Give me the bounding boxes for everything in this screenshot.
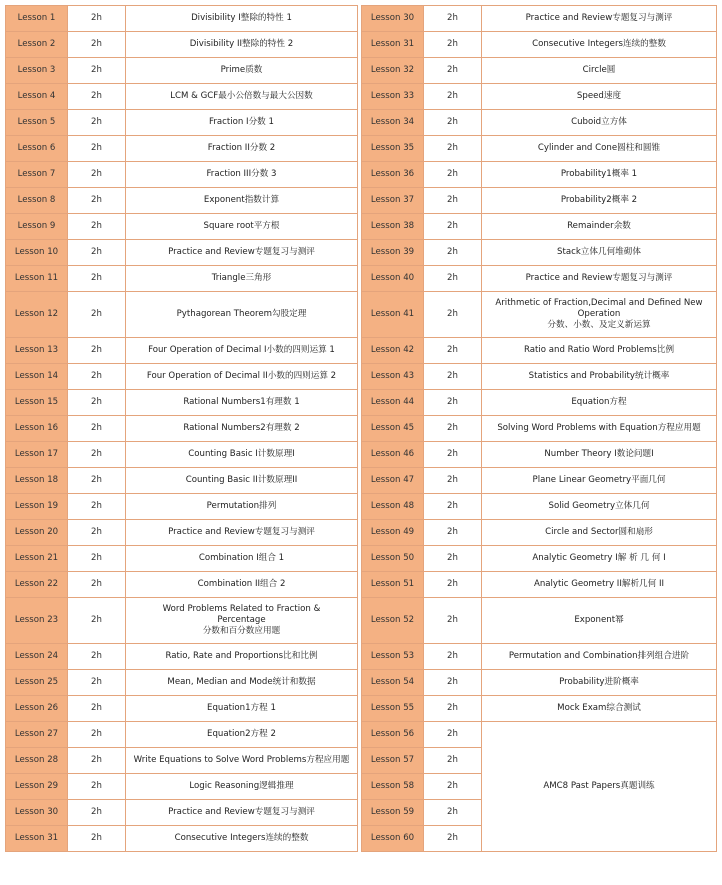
hours-cell: 2h [424, 572, 482, 598]
hours-cell: 2h [424, 364, 482, 390]
hours-cell: 2h [424, 58, 482, 84]
hours-cell: 2h [68, 240, 126, 266]
hours-cell: 2h [68, 722, 126, 748]
table-row [6, 58, 717, 84]
hours-cell: 2h [424, 214, 482, 240]
lesson-number-cell: Lesson 30 [362, 6, 424, 32]
topic-cell: Practice and Review专题复习与测评 [126, 800, 358, 826]
lesson-number-cell: Lesson 60 [362, 826, 424, 852]
hours-cell: 2h [424, 696, 482, 722]
table-row [6, 32, 717, 58]
lesson-number-cell: Lesson 19 [6, 494, 68, 520]
topic-cell: Mean, Median and Mode统计和数据 [126, 670, 358, 696]
lesson-number-cell: Lesson 49 [362, 520, 424, 546]
lesson-number-cell: Lesson 44 [362, 390, 424, 416]
lesson-number-cell: Lesson 54 [362, 670, 424, 696]
lesson-number-cell: Lesson 5 [6, 110, 68, 136]
hours-cell: 2h [424, 240, 482, 266]
topic-cell: Mock Exam综合测试 [482, 696, 717, 722]
hours-cell: 2h [68, 644, 126, 670]
hours-cell: 2h [424, 338, 482, 364]
hours-cell: 2h [424, 494, 482, 520]
topic-cell: Consecutive Integers连续的整数 [126, 826, 358, 852]
topic-cell: Equation1方程 1 [126, 696, 358, 722]
hours-cell: 2h [68, 162, 126, 188]
hours-cell: 2h [424, 442, 482, 468]
hours-cell: 2h [424, 546, 482, 572]
table-row [6, 546, 717, 572]
lesson-number-cell: Lesson 2 [6, 32, 68, 58]
hours-cell: 2h [424, 110, 482, 136]
lesson-number-cell: Lesson 39 [362, 240, 424, 266]
topic-cell: Cuboid立方体 [482, 110, 717, 136]
lesson-number-cell: Lesson 37 [362, 188, 424, 214]
hours-cell: 2h [68, 58, 126, 84]
lesson-number-cell: Lesson 12 [6, 292, 68, 338]
hours-cell: 2h [68, 546, 126, 572]
course-schedule [5, 5, 717, 852]
topic-cell: Exponent指数计算 [126, 188, 358, 214]
lesson-number-cell: Lesson 47 [362, 468, 424, 494]
topic-cell: Rational Numbers2有理数 2 [126, 416, 358, 442]
table-row [6, 266, 717, 292]
lesson-number-cell: Lesson 10 [6, 240, 68, 266]
table-row [6, 6, 717, 32]
topic-cell: Divisibility II整除的特性 2 [126, 32, 358, 58]
hours-cell: 2h [424, 800, 482, 826]
lesson-number-cell: Lesson 43 [362, 364, 424, 390]
topic-cell: Ratio, Rate and Proportions比和比例 [126, 644, 358, 670]
topic-cell: Statistics and Probability统计概率 [482, 364, 717, 390]
table-row [6, 520, 717, 546]
hours-cell: 2h [68, 442, 126, 468]
table-row [6, 494, 717, 520]
topic-cell: Combination II组合 2 [126, 572, 358, 598]
lesson-number-cell: Lesson 28 [6, 748, 68, 774]
topic-cell: Fraction II分数 2 [126, 136, 358, 162]
hours-cell: 2h [424, 390, 482, 416]
topic-cell: Prime质数 [126, 58, 358, 84]
hours-cell: 2h [68, 214, 126, 240]
topic-cell: Analytic Geometry II解析几何 II [482, 572, 717, 598]
topic-cell: Equation2方程 2 [126, 722, 358, 748]
hours-cell: 2h [68, 338, 126, 364]
lesson-number-cell: Lesson 1 [6, 6, 68, 32]
topic-cell: Equation方程 [482, 390, 717, 416]
hours-cell: 2h [424, 32, 482, 58]
lesson-number-cell: Lesson 34 [362, 110, 424, 136]
topic-cell: Pythagorean Theorem勾股定理 [126, 292, 358, 338]
lesson-number-cell: Lesson 52 [362, 598, 424, 644]
topic-cell: Permutation排列 [126, 494, 358, 520]
hours-cell: 2h [68, 774, 126, 800]
hours-cell: 2h [68, 520, 126, 546]
lesson-number-cell: Lesson 20 [6, 520, 68, 546]
table-row [6, 416, 717, 442]
lesson-number-cell: Lesson 48 [362, 494, 424, 520]
lesson-number-cell: Lesson 33 [362, 84, 424, 110]
hours-cell: 2h [424, 416, 482, 442]
table-row [6, 338, 717, 364]
hours-cell: 2h [424, 292, 482, 338]
topic-cell: LCM & GCF最小公倍数与最大公因数 [126, 84, 358, 110]
hours-cell: 2h [68, 748, 126, 774]
topic-cell: Probability进阶概率 [482, 670, 717, 696]
lesson-table [5, 5, 717, 852]
lesson-number-cell: Lesson 41 [362, 292, 424, 338]
topic-cell: Square root平方根 [126, 214, 358, 240]
hours-cell: 2h [424, 136, 482, 162]
hours-cell: 2h [424, 468, 482, 494]
lesson-number-cell: Lesson 26 [6, 696, 68, 722]
hours-cell: 2h [68, 6, 126, 32]
hours-cell: 2h [68, 32, 126, 58]
lesson-number-cell: Lesson 8 [6, 188, 68, 214]
hours-cell: 2h [424, 670, 482, 696]
topic-cell: Arithmetic of Fraction,Decimal and Defined New Operation 分数、小数、及定义新运算 [482, 292, 717, 338]
hours-cell: 2h [68, 390, 126, 416]
topic-cell: Speed速度 [482, 84, 717, 110]
topic-cell: Circle and Sector圆和扇形 [482, 520, 717, 546]
lesson-number-cell: Lesson 38 [362, 214, 424, 240]
lesson-number-cell: Lesson 25 [6, 670, 68, 696]
lesson-number-cell: Lesson 24 [6, 644, 68, 670]
hours-cell: 2h [424, 748, 482, 774]
hours-cell: 2h [68, 292, 126, 338]
topic-cell: Practice and Review专题复习与测评 [482, 266, 717, 292]
hours-cell: 2h [424, 188, 482, 214]
lesson-number-cell: Lesson 9 [6, 214, 68, 240]
topic-cell: Number Theory I数论问题I [482, 442, 717, 468]
hours-cell: 2h [68, 670, 126, 696]
topic-cell: Fraction III分数 3 [126, 162, 358, 188]
lesson-number-cell: Lesson 7 [6, 162, 68, 188]
topic-cell: Plane Linear Geometry平面几何 [482, 468, 717, 494]
lesson-number-cell: Lesson 46 [362, 442, 424, 468]
lesson-number-cell: Lesson 50 [362, 546, 424, 572]
merged-topic-cell: AMC8 Past Papers真题训练 [482, 722, 717, 852]
topic-cell: Write Equations to Solve Word Problems方程应用题 [126, 748, 358, 774]
lesson-number-cell: Lesson 16 [6, 416, 68, 442]
table-row [6, 644, 717, 670]
table-row [6, 670, 717, 696]
lesson-number-cell: Lesson 17 [6, 442, 68, 468]
hours-cell: 2h [68, 364, 126, 390]
topic-cell: Probability2概率 2 [482, 188, 717, 214]
hours-cell: 2h [68, 468, 126, 494]
hours-cell: 2h [68, 800, 126, 826]
topic-cell: Counting Basic I计数原理I [126, 442, 358, 468]
topic-cell: Divisibility I整除的特性 1 [126, 6, 358, 32]
lesson-number-cell: Lesson 36 [362, 162, 424, 188]
lesson-number-cell: Lesson 58 [362, 774, 424, 800]
table-row [6, 84, 717, 110]
lesson-number-cell: Lesson 4 [6, 84, 68, 110]
topic-cell: Circle圆 [482, 58, 717, 84]
lesson-number-cell: Lesson 45 [362, 416, 424, 442]
lesson-number-cell: Lesson 15 [6, 390, 68, 416]
topic-cell: Word Problems Related to Fraction & Percentage 分数和百分数应用题 [126, 598, 358, 644]
topic-cell: Ratio and Ratio Word Problems比例 [482, 338, 717, 364]
topic-cell: Stack立体几何堆砌体 [482, 240, 717, 266]
topic-cell: Solving Word Problems with Equation方程应用题 [482, 416, 717, 442]
table-row [6, 442, 717, 468]
topic-cell: Combination I组合 1 [126, 546, 358, 572]
topic-cell: Analytic Geometry I解 析 几 何 I [482, 546, 717, 572]
hours-cell: 2h [68, 84, 126, 110]
table-row [6, 572, 717, 598]
topic-cell: Practice and Review专题复习与测评 [126, 520, 358, 546]
lesson-number-cell: Lesson 22 [6, 572, 68, 598]
hours-cell: 2h [424, 598, 482, 644]
table-row [6, 240, 717, 266]
lesson-number-cell: Lesson 40 [362, 266, 424, 292]
lesson-number-cell: Lesson 59 [362, 800, 424, 826]
lesson-number-cell: Lesson 32 [362, 58, 424, 84]
topic-cell: Cylinder and Cone圆柱和圆锥 [482, 136, 717, 162]
table-row [6, 598, 717, 644]
topic-cell: Four Operation of Decimal II小数的四则运算 2 [126, 364, 358, 390]
topic-cell: Probability1概率 1 [482, 162, 717, 188]
lesson-number-cell: Lesson 35 [362, 136, 424, 162]
table-row [6, 188, 717, 214]
hours-cell: 2h [68, 826, 126, 852]
table-row [6, 136, 717, 162]
table-row [6, 110, 717, 136]
hours-cell: 2h [424, 722, 482, 748]
lesson-number-cell: Lesson 53 [362, 644, 424, 670]
lesson-number-cell: Lesson 6 [6, 136, 68, 162]
table-row [6, 292, 717, 338]
lesson-number-cell: Lesson 31 [6, 826, 68, 852]
hours-cell: 2h [424, 84, 482, 110]
lesson-number-cell: Lesson 51 [362, 572, 424, 598]
hours-cell: 2h [68, 572, 126, 598]
hours-cell: 2h [68, 416, 126, 442]
hours-cell: 2h [424, 644, 482, 670]
table-row [6, 722, 717, 748]
lesson-number-cell: Lesson 29 [6, 774, 68, 800]
hours-cell: 2h [68, 110, 126, 136]
lesson-number-cell: Lesson 11 [6, 266, 68, 292]
table-row [6, 162, 717, 188]
lesson-number-cell: Lesson 3 [6, 58, 68, 84]
topic-cell: Permutation and Combination排列组合进阶 [482, 644, 717, 670]
hours-cell: 2h [68, 266, 126, 292]
topic-cell: Remainder余数 [482, 214, 717, 240]
hours-cell: 2h [68, 188, 126, 214]
hours-cell: 2h [424, 520, 482, 546]
lesson-number-cell: Lesson 21 [6, 546, 68, 572]
hours-cell: 2h [68, 494, 126, 520]
lesson-number-cell: Lesson 55 [362, 696, 424, 722]
topic-cell: Counting Basic II计数原理II [126, 468, 358, 494]
topic-cell: Practice and Review专题复习与测评 [482, 6, 717, 32]
table-row [6, 468, 717, 494]
hours-cell: 2h [424, 266, 482, 292]
hours-cell: 2h [424, 162, 482, 188]
topic-cell: Practice and Review专题复习与测评 [126, 240, 358, 266]
hours-cell: 2h [424, 774, 482, 800]
lesson-number-cell: Lesson 30 [6, 800, 68, 826]
lesson-number-cell: Lesson 31 [362, 32, 424, 58]
hours-cell: 2h [424, 6, 482, 32]
lesson-number-cell: Lesson 23 [6, 598, 68, 644]
lesson-number-cell: Lesson 27 [6, 722, 68, 748]
hours-cell: 2h [68, 136, 126, 162]
topic-cell: Solid Geometry立体几何 [482, 494, 717, 520]
lesson-number-cell: Lesson 42 [362, 338, 424, 364]
hours-cell: 2h [68, 598, 126, 644]
lesson-number-cell: Lesson 57 [362, 748, 424, 774]
topic-cell: Exponent幂 [482, 598, 717, 644]
lesson-number-cell: Lesson 18 [6, 468, 68, 494]
topic-cell: Logic Reasoning逻辑推理 [126, 774, 358, 800]
topic-cell: Fraction I分数 1 [126, 110, 358, 136]
lesson-number-cell: Lesson 56 [362, 722, 424, 748]
lesson-number-cell: Lesson 13 [6, 338, 68, 364]
table-row [6, 364, 717, 390]
table-row [6, 390, 717, 416]
table-row [6, 696, 717, 722]
topic-cell: Triangle三角形 [126, 266, 358, 292]
topic-cell: Consecutive Integers连续的整数 [482, 32, 717, 58]
hours-cell: 2h [68, 696, 126, 722]
topic-cell: Rational Numbers1有理数 1 [126, 390, 358, 416]
topic-cell: Four Operation of Decimal I小数的四则运算 1 [126, 338, 358, 364]
hours-cell: 2h [424, 826, 482, 852]
lesson-number-cell: Lesson 14 [6, 364, 68, 390]
table-row [6, 214, 717, 240]
